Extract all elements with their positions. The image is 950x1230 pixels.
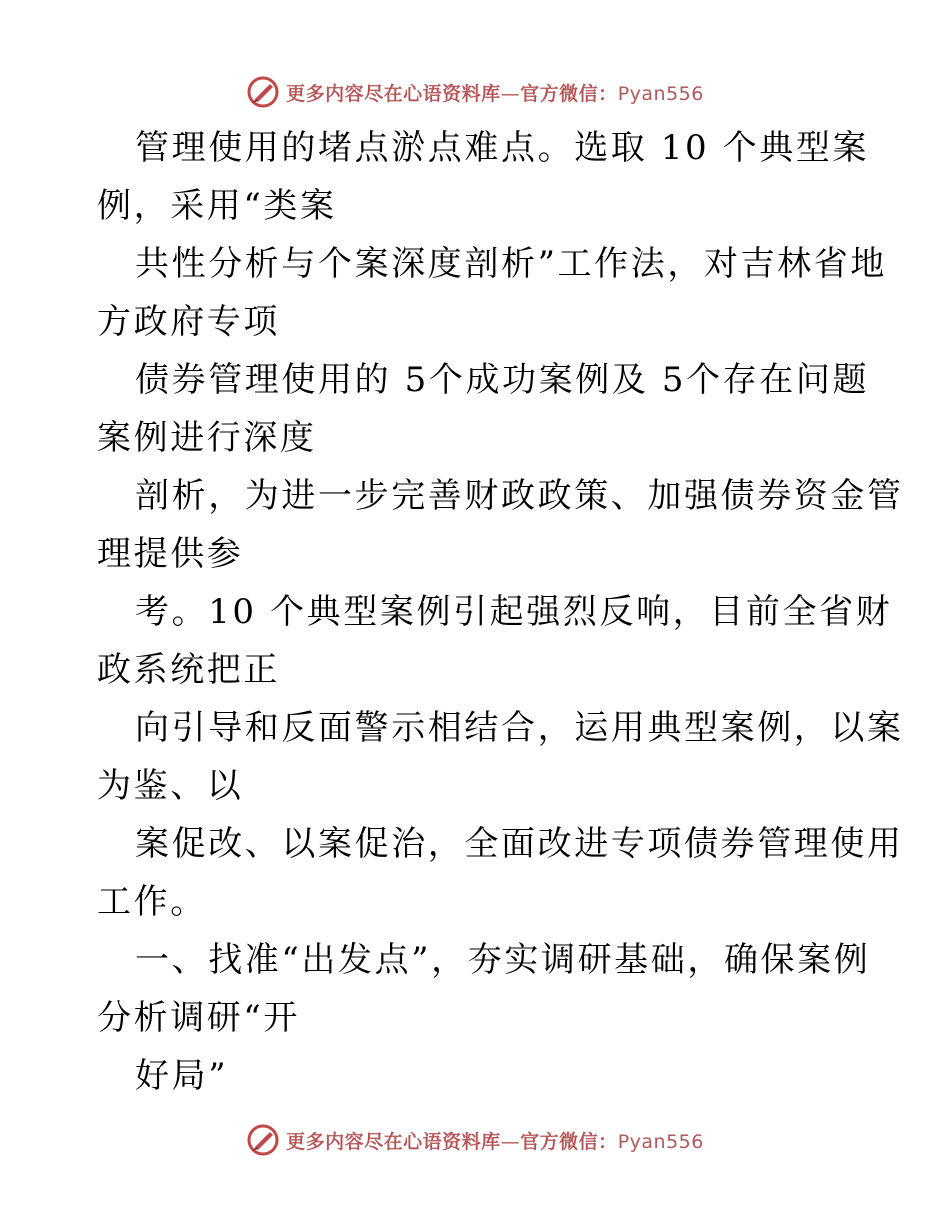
text-line: 为鉴、以 [97, 766, 244, 806]
text-line: 理提供参 [97, 534, 244, 574]
text-line: 分析调研“开 [97, 998, 300, 1038]
footer-watermark [0, 1120, 950, 1160]
watermark-dash: — [500, 82, 521, 105]
text-line: 工作。 [97, 882, 207, 922]
text-line: 共性分析与个案深度剖析”工作法，对吉林省地 [135, 244, 887, 284]
brush-circle-logo-icon [246, 75, 280, 109]
text-line: 方政府专项 [97, 302, 280, 342]
text-line: 管理使用的堵点淤点难点。选取 10 个典型案 [135, 128, 870, 168]
text-line: 例，采用“类案 [97, 186, 337, 226]
text-line: 案例进行深度 [97, 418, 317, 458]
watermark-text [286, 1127, 704, 1154]
watermark-library-text: 更多内容尽在心语资料库 [286, 1130, 501, 1153]
header-watermark [0, 72, 950, 112]
watermark-library-text: 更多内容尽在心语资料库 [286, 82, 501, 105]
text-line: 案促改、以案促治，全面改进专项债券管理使用 [135, 824, 904, 864]
text-line: 好局” [135, 1056, 229, 1096]
watermark-wechat-id: Pyan556 [617, 82, 704, 105]
text-line: 剖析，为进一步完善财政政策、加强债券资金管 [135, 476, 904, 516]
watermark-text [286, 79, 704, 106]
text-line: 向引导和反面警示相结合，运用典型案例，以案 [135, 708, 904, 748]
watermark-wechat-label: 官方微信： [520, 1130, 618, 1153]
watermark-dash: — [500, 1130, 521, 1153]
text-line: 一、找准“出发点”，夯实调研基础，确保案例 [135, 940, 871, 980]
brush-circle-logo-icon [246, 1123, 280, 1157]
text-line: 债券管理使用的 5个成功案例及 5个存在问题 [135, 360, 870, 400]
watermark-wechat-label: 官方微信： [520, 82, 618, 105]
text-line: 考。10 个典型案例引起强烈反响，目前全省财 [135, 592, 893, 632]
text-line: 政系统把正 [97, 650, 280, 690]
watermark-wechat-id: Pyan556 [617, 1130, 704, 1153]
